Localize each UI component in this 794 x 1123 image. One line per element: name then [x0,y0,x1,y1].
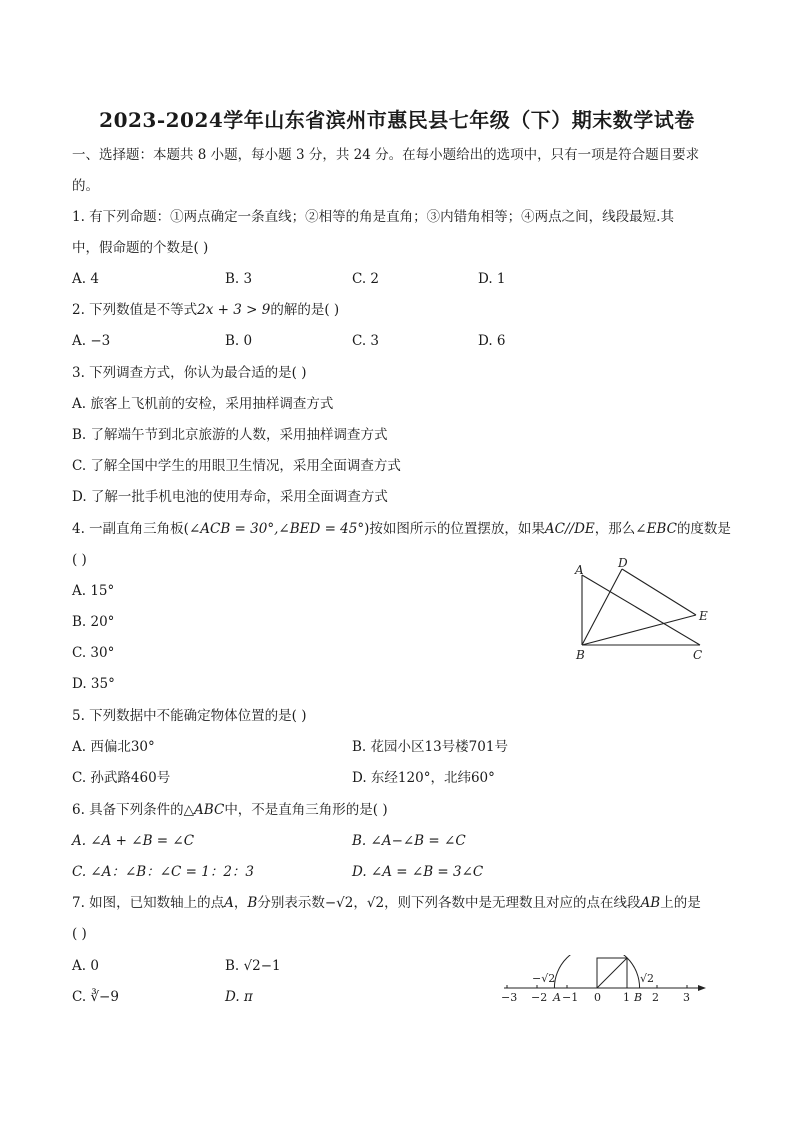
exam-title: 2023-2024学年山东省滨州市惠民县七年级（下）期末数学试卷 [99,108,695,132]
q7-option-c: C. ∛−9 [72,989,119,1005]
q6-stem [72,801,388,819]
q4-stem-mid: )按如图所示的位置摆放，如果 [364,521,545,537]
label-m3: −3 [501,991,518,1004]
q3-stem: 3. 下列调查方式，你认为最合适的是( ) [72,365,307,381]
q1-option-c: C. 2 [352,271,380,287]
q7-sep: ， [353,895,367,911]
q4-triangle-figure [560,555,720,665]
q7-point-a: A [224,895,234,911]
q4-stem-cont: ( ) [72,552,87,568]
segment-bd [582,569,622,645]
q7-stem-post: 上的是 [660,895,701,911]
q6-triangle: △ABC [183,802,225,818]
q4-angle-ebc: ∠EBC [635,521,677,537]
q4-angle-given: ∠ACB = 30°,∠BED = 45° [188,521,365,537]
q4-stem-mid2: ，那么 [594,521,636,537]
q6-option-d: D. ∠A = ∠B = 3∠C [352,864,484,880]
q2-option-b: B. 0 [225,333,253,349]
q7-stem-cont: ( ) [72,926,87,942]
q4-stem-pre: 4. 一副直角三角板( [72,521,189,537]
q4-stem [72,520,731,538]
q2-inequality: 2x + 3 > 9 [197,302,271,318]
q4-stem-post: 的度数是 [676,521,731,537]
label-m1: −1 [562,991,579,1004]
q7-stem-mid2: ，则下列各数中是无理数且对应的点在线段 [384,895,641,911]
label-c: C [693,648,703,662]
label-point-b: B [634,991,643,1004]
section-1-instructions: 一、选择题：本题共 8 小题，每小题 3 分，共 24 分。在每小题给出的选项中，只有一项是符合题目要求 [72,147,700,163]
q6-stem-pre: 6. 具备下列条件的 [72,802,184,818]
label-pos-sqrt2: √2 [640,972,655,985]
segment-be [582,615,696,645]
section-1-instructions-cont: 的。 [72,178,99,194]
q3-option-d: D. 了解一批手机电池的使用寿命，采用全面调查方式 [72,489,388,505]
q7-option-a: A. 0 [72,958,99,974]
segment-ac [582,575,700,645]
q4-option-d: D. 35° [72,676,115,692]
label-three: 3 [683,991,690,1004]
q2-option-d: D. 6 [478,333,506,349]
q4-option-a: A. 15° [72,583,115,599]
q4-option-c: C. 30° [72,645,115,661]
q1-stem: 1. 有下列命题：①两点确定一条直线；②相等的角是直角；③内错角相等；④两点之间，线段最短.其 [72,209,674,225]
q7-stem [72,894,701,912]
label-neg-sqrt2: −√2 [532,972,556,985]
label-a: A [575,563,584,577]
q5-option-a: A. 西偏北30° [72,739,155,755]
label-d: D [618,556,628,570]
q5-option-c: C. 孙武路460号 [72,770,171,786]
square-diagonal [597,958,627,988]
q1-stem-cont: 中，假命题的个数是( ) [72,240,209,256]
label-m2: −2 [531,991,548,1004]
q3-option-c: C. 了解全国中学生的用眼卫生情况，采用全面调查方式 [72,458,401,474]
label-b: B [576,648,585,662]
q2-option-c: C. 3 [352,333,380,349]
q7-stem-pre: 7. 如图，已知数轴上的点 [72,895,225,911]
q7-option-d: D. π [225,989,253,1005]
q2-option-a: A. −3 [72,333,111,349]
q4-option-b: B. 20° [72,614,115,630]
q5-option-d: D. 东经120°，北纬60° [352,770,495,786]
label-one: 1 [623,991,630,1004]
q7-option-b: B. √2−1 [225,958,281,974]
q7-stem-mid: 分别表示数 [257,895,325,911]
q1-option-d: D. 1 [478,271,506,287]
q3-option-a: A. 旅客上飞机前的安检，采用抽样调查方式 [72,396,334,412]
q7-neg-sqrt2: −√2 [324,895,354,911]
q2-stem-pre: 2. 下列数值是不等式 [72,302,198,318]
q7-segment-ab: AB [640,895,661,911]
segment-de [622,569,696,615]
q2-stem-post: 的解的是( ) [270,302,340,318]
q4-parallel: AC//DE [544,521,595,537]
q5-option-b: B. 花园小区13号楼701号 [352,739,508,755]
q7-comma: ， [233,895,248,911]
label-point-a: A [553,991,561,1004]
label-two: 2 [652,991,659,1004]
q7-sqrt2: √2 [366,895,385,911]
label-e: E [699,609,708,623]
q5-stem: 5. 下列数据中不能确定物体位置的是( ) [72,708,307,724]
q1-option-b: B. 3 [225,271,253,287]
q7-number-line-figure [500,955,710,1005]
q7-point-b: B [247,895,258,911]
q1-option-a: A. 4 [72,271,99,287]
q6-option-a: A. ∠A + ∠B = ∠C [72,833,195,849]
q6-option-b: B. ∠A−∠B = ∠C [352,833,466,849]
q6-stem-post: 中，不是直角三角形的是( ) [224,802,388,818]
axis-arrow [698,985,706,991]
label-zero: 0 [594,991,601,1004]
q6-option-c: C. ∠A：∠B：∠C = 1：2：3 [72,864,255,880]
q3-option-b: B. 了解端午节到北京旅游的人数，采用抽样调查方式 [72,427,388,443]
q2-stem [72,301,339,319]
